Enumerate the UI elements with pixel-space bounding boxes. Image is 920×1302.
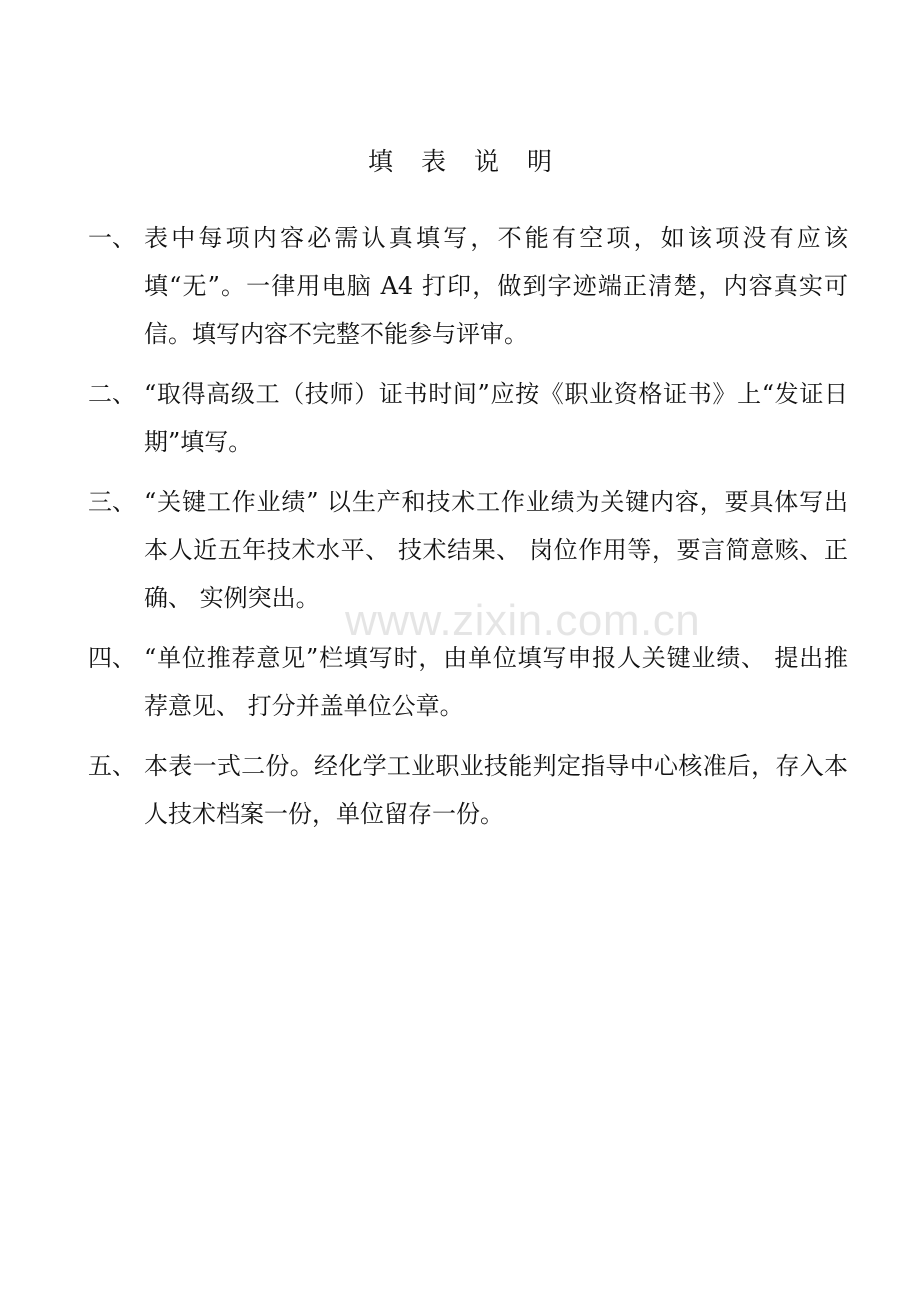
instruction-number: 一、 [88,224,136,252]
instructions-list [88,214,848,850]
instruction-item-1 [88,214,848,358]
instruction-number: 四、 [88,644,136,672]
instruction-text: “取得高级工（技师）证书时间”应按《职业资格证书》上“发证日期”填写。 [144,380,848,456]
instruction-item-4 [88,634,848,730]
instruction-number: 三、 [88,488,136,516]
instruction-item-3 [88,478,848,622]
instruction-item-2 [88,370,848,466]
page-title: 填表说明 [367,147,580,176]
instruction-text: 表中每项内容必需认真填写，不能有空项，如该项没有应该填“无”。一律用电脑 A4 打印，做到字迹端正清楚，内容真实可信。填写内容不完整不能参与评审。 [144,224,848,348]
instruction-text: 本表一式二份。经化学工业职业技能判定指导中心核准后，存入本人技术档案一份，单位留存一份。 [144,752,848,828]
instruction-item-5 [88,742,848,838]
instruction-number: 五、 [88,752,136,780]
instruction-text: “单位推荐意见”栏填写时，由单位填写申报人关键业绩、 提出推荐意见、 打分并盖单位公章。 [144,644,848,720]
instruction-number: 二、 [88,380,136,408]
watermark-text: www.zixin.com.cn [345,596,701,645]
instruction-text: “关键工作业绩” 以生产和技术工作业绩为关键内容，要具体写出本人近五年技术水平、 技术结果、 岗位作用等，要言简意赅、正确、 实例突出。 [144,488,848,612]
